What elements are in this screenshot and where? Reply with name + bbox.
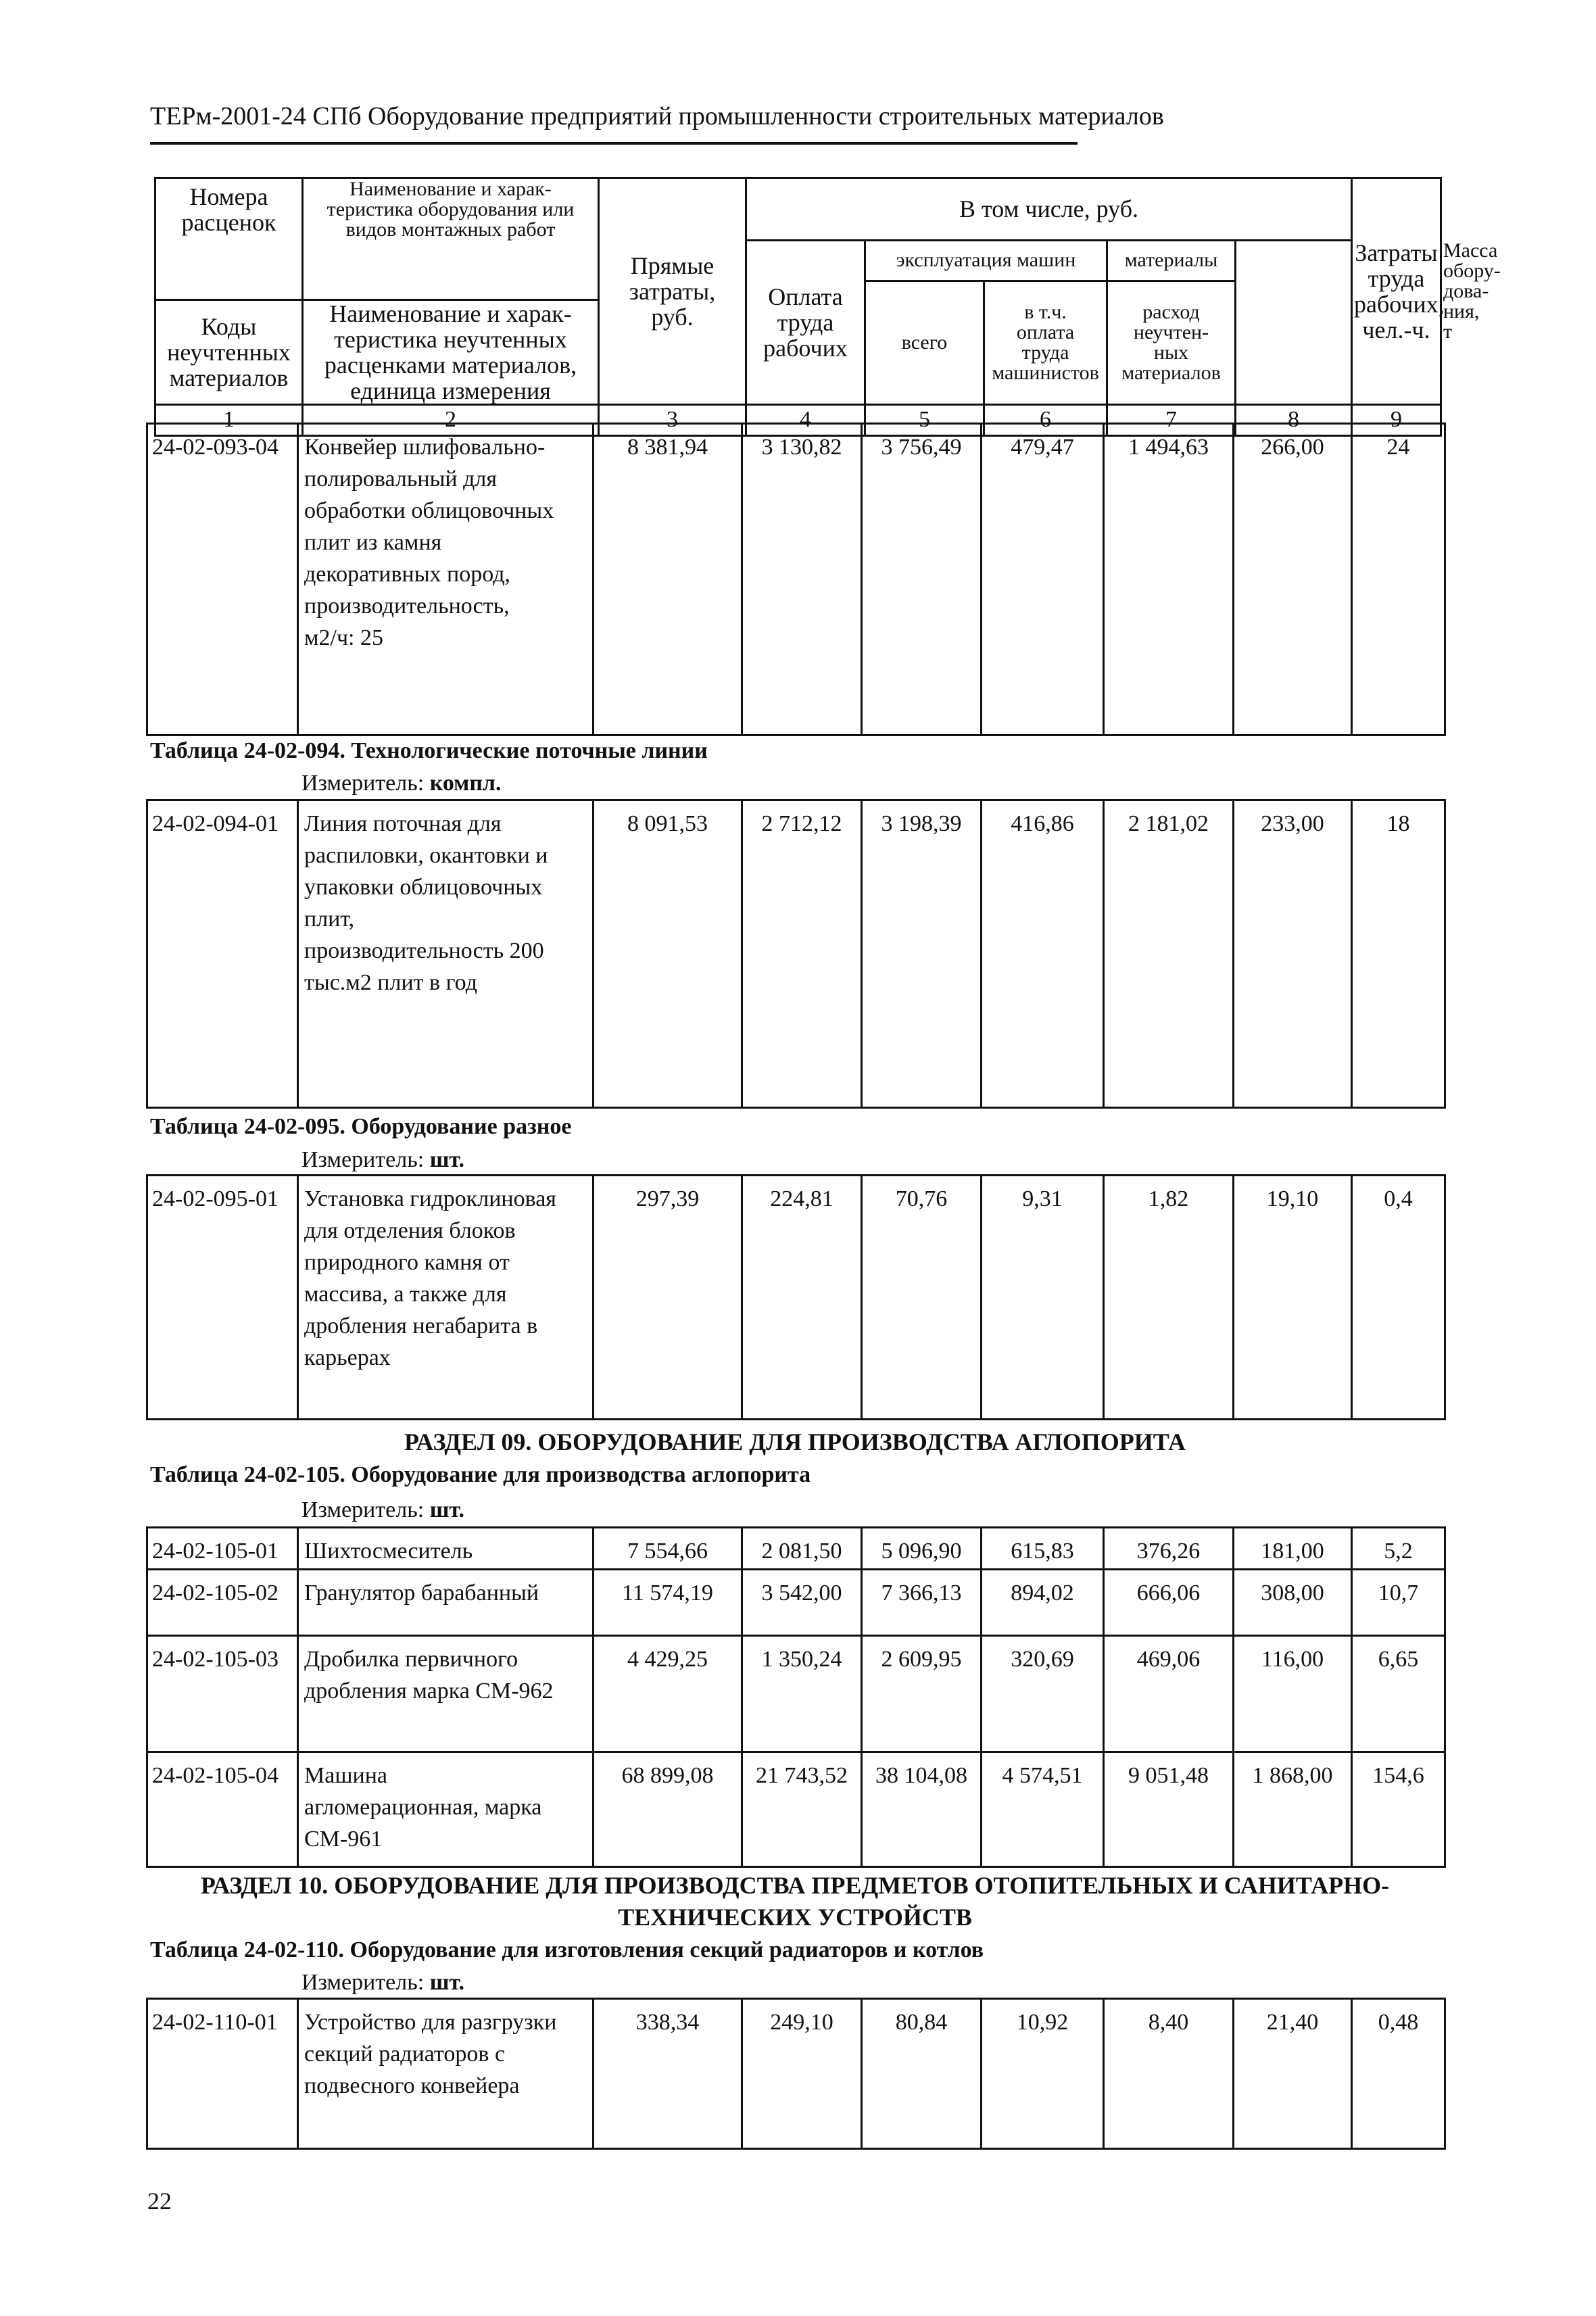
header-machine-operation: эксплуатация машин [865, 240, 1107, 281]
machines-cell: 3 756,49 [862, 424, 982, 735]
operators-cell: 9,31 [982, 1176, 1104, 1420]
rate-name: Машина агломерационная, марка СМ-961 [298, 1752, 594, 1867]
rate-table [146, 1998, 1446, 2150]
direct-costs-cell: 7 554,66 [594, 1528, 742, 1570]
operators-cell: 4 574,51 [982, 1752, 1104, 1867]
table-row [147, 1636, 1445, 1752]
rate-table [146, 1174, 1446, 1420]
table-row [147, 1176, 1445, 1420]
machines-cell: 2 609,95 [862, 1636, 982, 1752]
direct-costs-cell: 8 381,94 [594, 424, 742, 735]
mass-cell: 24 [1352, 424, 1445, 735]
header-labor-hours: Затраты труда рабочих, чел.-ч. [1352, 178, 1441, 405]
labor-hours-cell: 308,00 [1234, 1570, 1352, 1636]
header-direct-costs: Прямые затраты, руб. [599, 178, 746, 405]
materials-cell: 1,82 [1104, 1176, 1234, 1420]
section-heading: РАЗДЕЛ 10. ОБОРУДОВАНИЕ ДЛЯ ПРОИЗВОДСТВА ПРЕДМЕТОВ ОТОПИТЕЛЬНЫХ И САНИТАРНО- [200, 1872, 1390, 1899]
direct-costs-cell: 8 091,53 [594, 800, 742, 1108]
header-col-number: 5 [865, 404, 984, 435]
rate-code: 24-02-105-01 [147, 1528, 298, 1570]
machines-cell: 3 198,39 [862, 800, 982, 1108]
operators-cell: 615,83 [982, 1528, 1104, 1570]
header-col-number: 7 [1107, 404, 1236, 435]
direct-costs-cell: 297,39 [594, 1176, 742, 1420]
header-col-number: 6 [984, 404, 1107, 435]
operators-cell: 416,86 [982, 800, 1104, 1108]
header-machine-total: всего [865, 281, 984, 404]
labor-hours-cell: 21,40 [1234, 1999, 1352, 2149]
mass-cell: 18 [1352, 800, 1445, 1108]
direct-costs-cell: 4 429,25 [594, 1636, 742, 1752]
rate-code: 24-02-095-01 [147, 1176, 298, 1420]
labor-pay-cell: 2 712,12 [742, 800, 862, 1108]
machines-cell: 80,84 [862, 1999, 982, 2149]
machines-cell: 38 104,08 [862, 1752, 982, 1867]
materials-cell: 666,06 [1104, 1570, 1234, 1636]
labor-pay-cell: 3 542,00 [742, 1570, 862, 1636]
header-including: В том числе, руб. [746, 178, 1352, 241]
labor-hours-cell: 181,00 [1234, 1528, 1352, 1570]
rate-code: 24-02-110-01 [147, 1999, 298, 2149]
meter-line: Измеритель: компл. [301, 771, 502, 796]
labor-pay-cell: 224,81 [742, 1176, 862, 1420]
header-col-number: 4 [746, 404, 865, 435]
labor-hours-cell: 233,00 [1234, 800, 1352, 1108]
table-caption: Таблица 24-02-110. Оборудование для изготовления секций радиаторов и котлов [150, 1937, 984, 1962]
materials-cell: 376,26 [1104, 1528, 1234, 1570]
header-materials: материалы [1107, 240, 1236, 281]
mass-cell: 0,4 [1352, 1176, 1445, 1420]
operators-cell: 894,02 [982, 1570, 1104, 1636]
section-heading: РАЗДЕЛ 09. ОБОРУДОВАНИЕ ДЛЯ ПРОИЗВОДСТВА АГЛОПОРИТА [404, 1428, 1186, 1455]
rate-name: Шихтосмеситель [298, 1528, 594, 1570]
mass-cell: 10,7 [1352, 1570, 1445, 1636]
materials-cell: 8,40 [1104, 1999, 1234, 2149]
header-col-number: 1 [155, 404, 303, 435]
labor-hours-cell: 116,00 [1234, 1636, 1352, 1752]
operators-cell: 479,47 [982, 424, 1104, 735]
labor-pay-cell: 21 743,52 [742, 1752, 862, 1867]
machines-cell: 7 366,13 [862, 1570, 982, 1636]
machines-cell: 5 096,90 [862, 1528, 982, 1570]
column-header-table: Номера расценок Наименование и харак- теристика оборудования или видов монтажных работ Прямые затраты, руб. В том числе, руб. Затраты труда рабочих, чел.-ч. Масса обору- дова- ния, т Оплата труда рабочих эксплуатация машин материалы всего в т.ч. оплата труда машинистов расход неучтен- ных материалов Коды неучтенных материалов Наименование и харак- теристика неучтенных расценками материалов, единица измерения 1 2 3 4 5 6 7 8 9 [154, 177, 1442, 437]
table-row [147, 1999, 1445, 2149]
rate-code: 24-02-105-04 [147, 1752, 298, 1867]
rate-code: 24-02-105-03 [147, 1636, 298, 1752]
meter-line: Измеритель: шт. [301, 1497, 465, 1522]
rate-code: 24-02-094-01 [147, 800, 298, 1108]
header-rate-numbers: Номера расценок [155, 178, 303, 241]
rate-name: Гранулятор барабанный [298, 1570, 594, 1636]
table-caption: Таблица 24-02-094. Технологические поточные линии [150, 738, 708, 763]
materials-cell: 1 494,63 [1104, 424, 1234, 735]
mass-cell: 5,2 [1352, 1528, 1445, 1570]
header-labor-pay: Оплата труда рабочих [746, 240, 865, 404]
mass-cell: 154,6 [1352, 1752, 1445, 1867]
document-title: ТЕРм-2001-24 СПб Оборудование предприятий промышленности строительных материалов [150, 102, 1164, 130]
rate-table [146, 1526, 1446, 1868]
meter-line: Измеритель: шт. [301, 1970, 465, 1995]
labor-hours-cell: 19,10 [1234, 1176, 1352, 1420]
rate-table [146, 799, 1446, 1109]
meter-line: Измеритель: шт. [301, 1147, 465, 1172]
rate-name: Линия поточная для распиловки, окантовки и упаковки облицовочных плит, производительность 200 тыс.м2 плит в год [298, 800, 594, 1108]
operators-cell: 10,92 [982, 1999, 1104, 2149]
materials-cell: 2 181,02 [1104, 800, 1234, 1108]
table-row [147, 1570, 1445, 1636]
table-caption: Таблица 24-02-095. Оборудование разное [150, 1114, 572, 1139]
table-caption: Таблица 24-02-105. Оборудование для производства аглопорита [150, 1462, 811, 1487]
mass-cell: 0,48 [1352, 1999, 1445, 2149]
section-heading: ТЕХНИЧЕСКИХ УСТРОЙСТВ [618, 1904, 972, 1931]
materials-cell: 9 051,48 [1104, 1752, 1234, 1867]
mass-cell: 6,65 [1352, 1636, 1445, 1752]
header-col-number: 9 [1352, 404, 1441, 435]
rate-table [146, 423, 1446, 736]
labor-hours-cell: 1 868,00 [1234, 1752, 1352, 1867]
labor-pay-cell: 3 130,82 [742, 424, 862, 735]
rate-name: Конвейер шлифовально- полировальный для обработки облицовочных плит из камня декоративных пород, производительность, м2/ч: 25 [298, 424, 594, 735]
labor-pay-cell: 249,10 [742, 1999, 862, 2149]
title-rule [150, 142, 1078, 145]
header-col-number: 2 [303, 404, 599, 435]
header-work-name: Наименование и харак- теристика оборудования или видов монтажных работ [303, 178, 599, 241]
header-col-number: 3 [599, 404, 746, 435]
table-row [147, 1752, 1445, 1867]
rate-name: Дробилка первичного дробления марка СМ-962 [298, 1636, 594, 1752]
rate-code: 24-02-093-04 [147, 424, 298, 735]
labor-pay-cell: 1 350,24 [742, 1636, 862, 1752]
direct-costs-cell: 11 574,19 [594, 1570, 742, 1636]
direct-costs-cell: 338,34 [594, 1999, 742, 2149]
header-materials-use: расход неучтен- ных материалов [1107, 281, 1236, 404]
page-number: 22 [147, 2188, 172, 2215]
rate-name: Устройство для разгрузки секций радиаторов с подвесного конвейера [298, 1999, 594, 2149]
header-material-codes: Коды неучтенных материалов [155, 299, 303, 404]
table-row [147, 424, 1445, 735]
direct-costs-cell: 68 899,08 [594, 1752, 742, 1867]
header-col-number: 8 [1236, 404, 1352, 435]
materials-cell: 469,06 [1104, 1636, 1234, 1752]
header-material-name: Наименование и харак- теристика неучтенных расценками материалов, единица измерения [303, 299, 599, 404]
rate-code: 24-02-105-02 [147, 1570, 298, 1636]
labor-pay-cell: 2 081,50 [742, 1528, 862, 1570]
table-row [147, 1528, 1445, 1570]
table-row [147, 800, 1445, 1108]
operators-cell: 320,69 [982, 1636, 1104, 1752]
labor-hours-cell: 266,00 [1234, 424, 1352, 735]
rate-name: Установка гидроклиновая для отделения блоков природного камня от массива, а также для дробления негабарита в карьерах [298, 1176, 594, 1420]
header-machine-operators: в т.ч. оплата труда машинистов [984, 281, 1107, 404]
machines-cell: 70,76 [862, 1176, 982, 1420]
